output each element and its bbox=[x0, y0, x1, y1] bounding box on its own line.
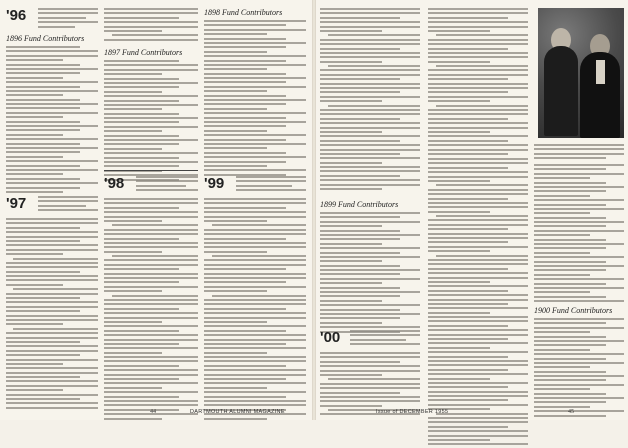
news-text-98 bbox=[104, 198, 198, 422]
class-photo-icon bbox=[538, 8, 624, 138]
class-year-97: '97 bbox=[6, 195, 27, 212]
fund-heading-1899: 1899 Fund Contributors bbox=[320, 200, 399, 209]
names-list-1896 bbox=[6, 46, 98, 195]
class-year-00: '00 bbox=[320, 329, 341, 346]
left-page bbox=[0, 0, 312, 420]
names-list-1897 bbox=[104, 60, 198, 183]
fund-heading-1897: 1897 Fund Contributors bbox=[104, 48, 183, 57]
fund-heading-1900: 1900 Fund Contributors bbox=[534, 306, 613, 315]
names-list-1900 bbox=[534, 318, 624, 419]
fund-heading-1898: 1898 Fund Contributors bbox=[204, 8, 283, 17]
class-year-99: '99 bbox=[204, 175, 225, 192]
footer-magazine-title: DARTMOUTH ALUMNI MAGAZINE bbox=[190, 409, 285, 415]
class-secretary-note bbox=[38, 8, 98, 30]
news-text-99 bbox=[204, 198, 306, 422]
news-text-00 bbox=[320, 352, 420, 418]
news-text-97 bbox=[6, 218, 98, 411]
photo-caption bbox=[534, 144, 624, 162]
footer-issue-date: Issue of DECEMBER 1955 bbox=[376, 409, 449, 415]
fund-heading-1896: 1896 Fund Contributors bbox=[6, 34, 85, 43]
class-year-98: '98 bbox=[104, 175, 125, 192]
page-number-left: 44 bbox=[150, 409, 156, 415]
names-list-1899 bbox=[320, 212, 420, 335]
names-list-1898 bbox=[204, 20, 306, 178]
class-year-96: '96 bbox=[6, 7, 27, 24]
page-number-right: 45 bbox=[568, 409, 574, 415]
